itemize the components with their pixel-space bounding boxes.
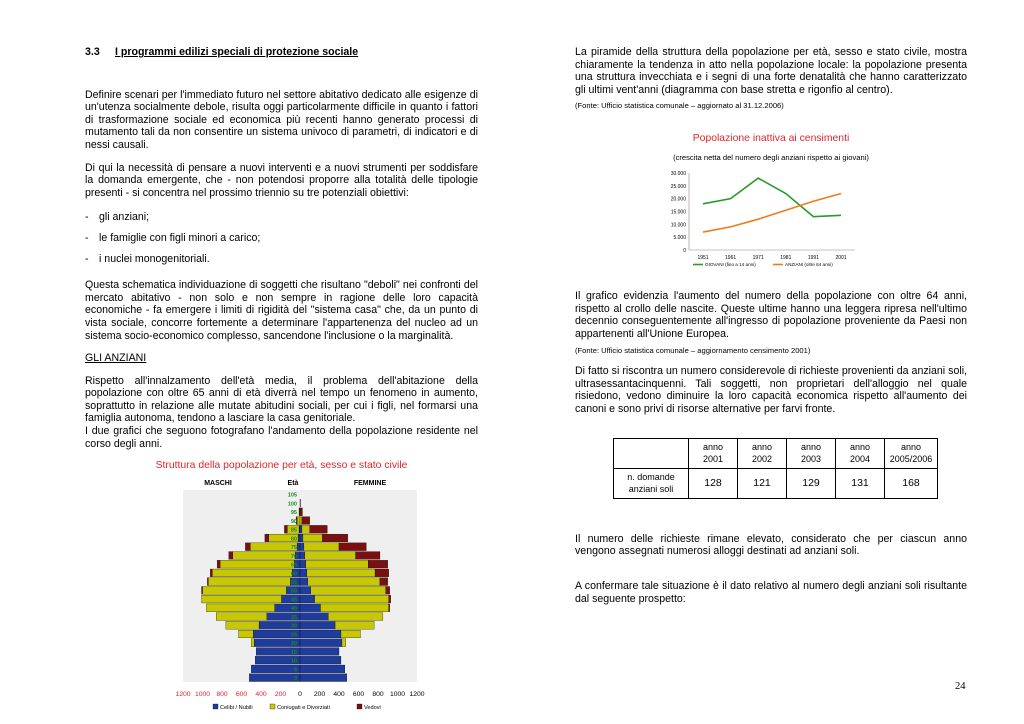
legend-swatch <box>213 704 218 709</box>
pyramid-bar-males <box>208 578 290 586</box>
source-note: (Fonte: Ufficio statistica comunale – aggiornamento censimento 2001) <box>575 345 811 355</box>
age-label: 105 <box>287 492 297 499</box>
table-cell: 128 <box>689 468 738 498</box>
pyramid-bar-females <box>305 551 356 559</box>
pyramid-bar-males <box>217 560 220 568</box>
pyramid-bar-males <box>202 586 203 594</box>
list-item: - i nuclei monogenitoriali. <box>85 252 210 265</box>
paragraph: Di fatto si riscontra un numero considerevole di richieste provenienti da anziani soli, ultrasessantacinquenni. Tali soggetti, non proprietari dell'alloggio nel quale risiedono, vedono diminuire la loro capacità economica rispetto all'aumento dei canoni e sono privi di risorse alternative per farvi fronte. <box>575 365 967 415</box>
age-label: 80 <box>290 536 297 543</box>
x-tick-label: 1991 <box>807 255 819 262</box>
pyramid-bar-females <box>389 604 390 612</box>
pyramid-bar-females <box>335 621 374 629</box>
pyramid-bar-males <box>251 665 300 673</box>
pyramid-bar-females <box>300 534 303 542</box>
pyramid-bar-males <box>245 543 250 551</box>
population-pyramid-chart <box>85 475 478 715</box>
pyramid-bar-males <box>220 560 294 568</box>
age-label: 45 <box>290 597 297 604</box>
x-tick-label: 400 <box>255 690 267 698</box>
pyramid-bar-females <box>380 578 388 586</box>
requests-table <box>613 438 938 499</box>
pyramid-bar-females <box>300 578 308 586</box>
list-item: - gli anziani; <box>85 211 150 224</box>
pyramid-bar-females <box>302 525 310 533</box>
x-tick-label: 1971 <box>752 255 764 262</box>
y-tick-label: 25.000 <box>670 183 686 190</box>
pyramid-bar-females <box>302 517 310 525</box>
pyramid-bar-females <box>339 543 366 551</box>
age-label: 70 <box>290 553 297 560</box>
pyramid-bar-males <box>202 595 282 603</box>
pyramid-bar-males <box>229 551 233 559</box>
pyramid-bar-males <box>239 630 254 638</box>
x-tick-label: 1951 <box>697 255 709 262</box>
age-label: 25 <box>290 632 297 639</box>
pyramid-bar-females <box>341 630 361 638</box>
right-column <box>575 46 967 615</box>
table-header-row <box>614 438 938 468</box>
paragraph: Di qui la necessità di pensare a nuovi interventi e a nuovi strumenti per soddisfare la domanda emergente, che - non potendosi proporre alla totalità delle tipologie presenti - si concentra nel prossimo triennio su tre potenziali obiettivi: <box>85 161 478 199</box>
pyramid-bar-males <box>210 569 212 577</box>
x-tick-label: 1961 <box>725 255 737 262</box>
age-label: 40 <box>290 606 297 613</box>
pyramid-bar-males <box>233 551 295 559</box>
list-item: - le famiglie con figli minori a carico; <box>85 231 261 244</box>
age-label: 35 <box>290 614 297 621</box>
pyramid-bar-females <box>328 613 383 621</box>
x-tick-label: 600 <box>352 690 365 698</box>
legend-label: ANZIANI (oltre 64 anni) <box>785 262 833 268</box>
pyramid-bar-females <box>300 525 302 533</box>
table-header-cell: anno 2004 <box>836 438 885 468</box>
pyramid-bar-males <box>251 639 254 647</box>
pyramid-title: Struttura della popolazione per età, sesso e stato civile <box>155 460 408 472</box>
pyramid-bar-males <box>226 621 259 629</box>
pyramid-label-females: FEMMINE <box>353 479 387 487</box>
age-label: 90 <box>290 518 297 525</box>
pyramid-bar-females <box>300 517 302 525</box>
pyramid-bar-females <box>322 534 347 542</box>
pyramid-bar-females <box>386 586 390 594</box>
x-tick-label: 400 <box>333 690 345 698</box>
pyramid-bar-males <box>206 604 274 612</box>
paragraph: La piramide della struttura della popolazione per età, sesso e stato civile, mostra chiaramente la tendenza in atto nella popolazione locale: la popolazione presenta una struttura invecchiata e i segni di una forte denatalità che hanno caratterizzato gli ultimi vent'anni (diagramma con base stretta e rigonfio al centro). <box>575 46 967 96</box>
pyramid-bar-males <box>297 543 300 551</box>
y-tick-label: 15.000 <box>670 209 686 216</box>
x-tick-label: 1981 <box>780 255 792 262</box>
legend-label: Celibi / Nubili <box>220 704 253 711</box>
series-line-giovani <box>703 178 841 217</box>
paragraph: Il grafico evidenzia l'aumento del numero della popolazione con oltre 64 anni, rispetto al crollo delle nascite. Queste ultime hanno una leggera ripresa nell'ultimo decennio conseguentemente all'ingresso di popolazione proveniente da Paesi non appartenenti all'Unione Europea. <box>575 290 967 340</box>
pyramid-bar-females <box>356 551 380 559</box>
pyramid-bar-males <box>249 674 300 682</box>
table-header-cell: anno 2002 <box>738 438 787 468</box>
x-tick-label: 800 <box>372 690 384 698</box>
pyramid-bar-females <box>300 543 304 551</box>
paragraph: A confermare tale situazione è il dato relativo al numero degli anziani soli risultante dal seguente prospetto: <box>575 580 967 605</box>
pyramid-bar-females <box>300 586 311 594</box>
age-label: 60 <box>290 571 297 578</box>
y-tick-label: 20.000 <box>670 196 686 203</box>
pyramid-bar-females <box>300 613 328 621</box>
y-tick-label: 30.000 <box>670 171 686 178</box>
age-label: 55 <box>290 579 297 586</box>
table-cell: 131 <box>836 468 885 498</box>
section-heading <box>85 46 478 59</box>
pyramid-bar-females <box>304 543 339 551</box>
pyramid-bar-females <box>300 674 347 682</box>
legend-swatch <box>357 704 362 709</box>
pyramid-bar-females <box>306 560 368 568</box>
table-cell: 168 <box>885 468 938 498</box>
paragraph: Rispetto all'innalzamento dell'età media, il problema dell'abitazione della popolazione con oltre 65 anni di età diverrà nel tempo un fenomeno in aumento, soprattutto in relazione alle mutate abitudini sociali, per cui i figli, nel formarsi una famiglia autonoma, tendono a lasciare la casa genitoriale. <box>85 374 478 425</box>
pyramid-bar-females <box>300 560 306 568</box>
age-label: 65 <box>290 562 297 569</box>
pyramid-bar-females <box>303 534 323 542</box>
pyramid-bar-females <box>315 595 389 603</box>
table-cell: 121 <box>738 468 787 498</box>
age-label: 0 <box>293 675 297 682</box>
pyramid-bar-females <box>311 586 386 594</box>
left-column <box>85 46 478 715</box>
x-tick-label: 200 <box>313 690 326 698</box>
table-header-cell: anno 2005/2006 <box>885 438 938 468</box>
legend-swatch <box>270 704 275 709</box>
pyramid-bar-females <box>300 665 345 673</box>
pyramid-bar-males <box>212 569 292 577</box>
table-header-cell: anno 2003 <box>787 438 836 468</box>
table-row <box>614 468 938 498</box>
bullet-list <box>85 211 478 265</box>
page-number: 24 <box>955 681 966 692</box>
pyramid-bar-males <box>284 525 287 533</box>
pyramid-bar-males <box>297 517 300 525</box>
table-cell: 129 <box>787 468 836 498</box>
pyramid-bar-females <box>300 604 320 612</box>
source-note: (Fonte: Ufficio statistica comunale – aggiornato al 31.12.2006) <box>575 101 784 111</box>
x-tick-label: 800 <box>216 690 228 698</box>
pyramid-bar-females <box>320 604 388 612</box>
section-number: 3.3 <box>85 46 100 58</box>
y-tick-label: 10.000 <box>670 222 686 229</box>
age-label: 30 <box>290 623 297 630</box>
paragraph: Questa schematica individuazione di soggetti che risultano "deboli" nei confronti del mercato abitativo - non solo e non sempre in ragione delle loro capacità economiche - fa emergere i limiti di rigidità del "sistema casa" che, da un punto di vista sociale, concorre fortemente a determinare l'appartenenza del nucleo ad un sistema socio-economico complesso, sancendone l'inclusione o la marginalità. <box>85 279 478 342</box>
age-label: 100 <box>287 501 297 508</box>
pyramid-bar-females <box>300 508 302 516</box>
y-tick-label: 0 <box>683 248 686 255</box>
pyramid-bar-females <box>342 639 346 647</box>
age-label: 10 <box>290 658 297 665</box>
line-chart-subtitle: (crescita netta del numero degli anziani rispetto ai giovani) <box>673 152 869 162</box>
pyramid-bar-females <box>300 621 335 629</box>
subheading: GLI ANZIANI <box>85 352 147 365</box>
pyramid-bar-females <box>300 639 342 647</box>
paragraph: Definire scenari per l'immediato futuro nel settore abitativo dedicato alle esigenze di un'utenza socialmente debole, risulta oggi particolarmente difficile in quanto i fattori di trasformazione sociale ed economica più recenti hanno generato processi di mutamento tali da non consentire un sistema univoco di parametri, di indicatori e di nessi causali. <box>85 88 478 151</box>
legend-label: Coniugati e Divorziati <box>277 704 330 711</box>
table-cell-empty <box>614 438 689 468</box>
age-label: 95 <box>290 510 297 517</box>
pyramid-bar-males <box>298 534 300 542</box>
x-tick-label: 600 <box>235 690 248 698</box>
pyramid-bar-females <box>368 560 388 568</box>
pyramid-label-age: Età <box>287 479 299 487</box>
paragraph: Il numero delle richieste rimane elevato, considerato che per ciascun anno vengono assegnati numerosi alloggi destinati ad anziani soli. <box>575 532 967 558</box>
x-tick-label: 1000 <box>194 690 211 698</box>
line-chart-title: Popolazione inattiva ai censimenti <box>692 132 850 144</box>
pyramid-bar-females <box>300 569 307 577</box>
pyramid-bar-males <box>207 578 208 586</box>
age-label: 15 <box>290 649 297 656</box>
table-row-label: n. domande anziani soli <box>614 468 689 498</box>
pyramid-bar-males <box>203 586 287 594</box>
line-chart <box>575 166 967 278</box>
pyramid-label-males: MASCHI <box>204 479 232 487</box>
pyramid-bar-females <box>300 647 339 655</box>
pyramid-bar-females <box>389 595 391 603</box>
x-tick-label: 1000 <box>389 690 406 698</box>
pyramid-bar-females <box>310 525 328 533</box>
paragraph: I due grafici che seguono fotografano l'andamento della popolazione residente nel corso degli anni. <box>85 425 478 450</box>
x-tick-label: 0 <box>298 690 302 698</box>
pyramid-bar-females <box>300 630 341 638</box>
age-label: 85 <box>290 527 297 534</box>
x-tick-label: 200 <box>274 690 287 698</box>
table-header-cell: anno 2001 <box>689 438 738 468</box>
pyramid-bar-females <box>308 578 380 586</box>
pyramid-bar-females <box>300 656 341 664</box>
age-label: 20 <box>290 640 297 647</box>
x-tick-label: 1200 <box>175 690 191 698</box>
legend-label: Vedovi <box>364 704 381 711</box>
pyramid-bar-males <box>216 613 267 621</box>
pyramid-bar-females <box>307 569 375 577</box>
section-title: I programmi edilizi speciali di protezione sociale <box>115 46 359 58</box>
age-label: 5 <box>293 667 297 674</box>
pyramid-bar-females <box>300 595 315 603</box>
age-label: 75 <box>290 544 297 551</box>
x-tick-label: 1200 <box>409 690 425 698</box>
pyramid-bar-males <box>265 534 269 542</box>
pyramid-bar-females <box>300 551 305 559</box>
age-label: 50 <box>290 588 297 595</box>
y-tick-label: 5.000 <box>673 235 686 242</box>
pyramid-bar-females <box>375 569 389 577</box>
legend-label: GIOVANI (fino a 14 anni) <box>705 262 756 268</box>
x-tick-label: 2001 <box>835 255 847 262</box>
